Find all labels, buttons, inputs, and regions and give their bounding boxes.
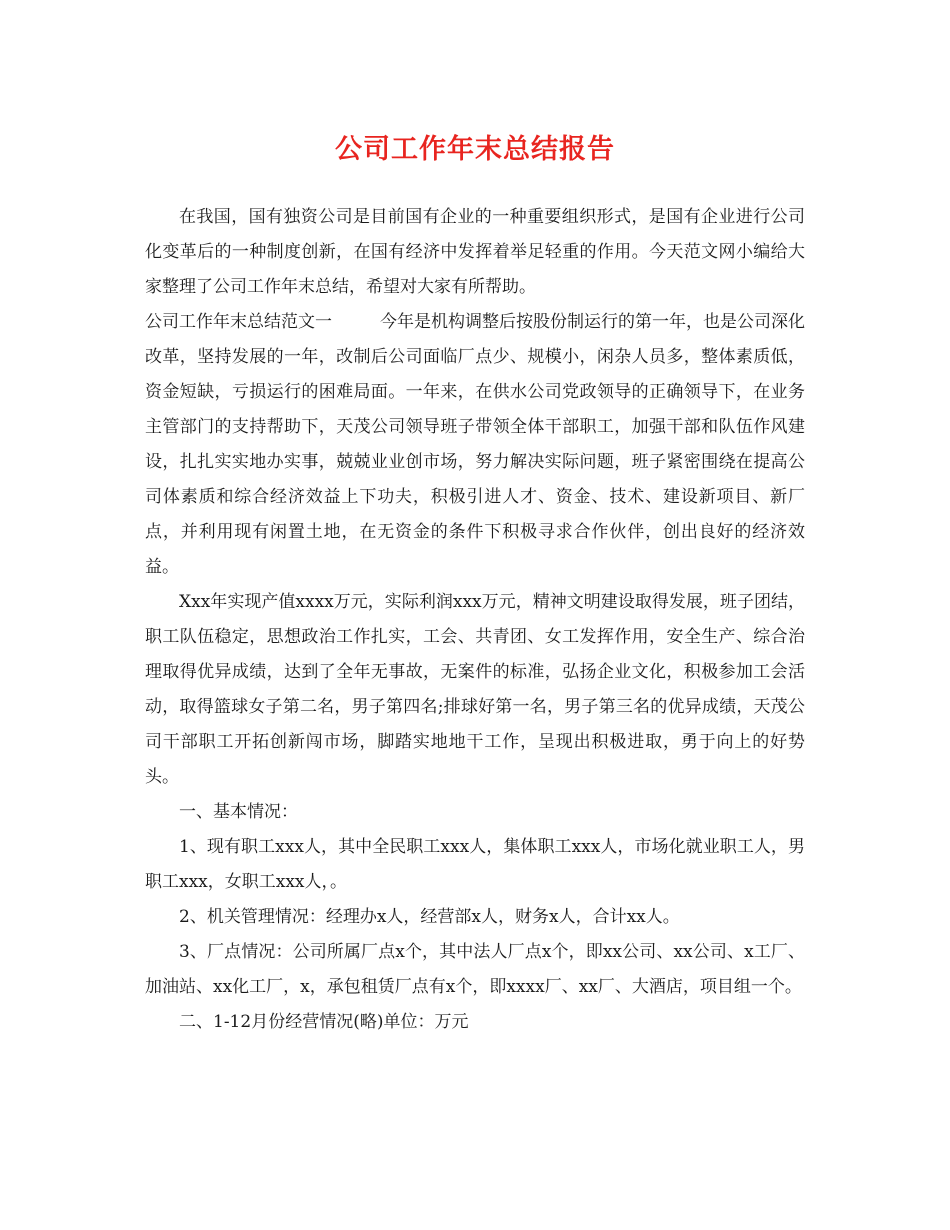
sample-paragraph (145, 305, 805, 585)
paragraph-one: 今年是机构调整后按股份制运行的第一年，也是公司深化改革，坚持发展的一年，改制后公司面临厂点少、规模小，闲杂人员多，整体素质低，资金短缺，亏损运行的困难局面。一年来，在供水公司党政领导的正确领导下，在业务主管部门的支持帮助下，天茂公司领导班子带领全体干部职工，加强干部和队伍作风建设，扎扎实实地办实事，兢兢业业创市场，努力解决实际问题，班子紧密围绕在提高公司体素质和综合经济效益上下功夫，积极引进人才、资金、技术、建设新项目、新厂点，并利用现有闲置土地，在无资金的条件下积极寻求合作伙伴，创出良好的经济效益。 (145, 312, 805, 577)
item-one: 1、现有职工xxx人，其中全民职工xxx人，集体职工xxx人，市场化就业职工人，男职工xxx，女职工xxx人，。 (145, 837, 805, 892)
document-title: 公司工作年末总结报告 (335, 134, 615, 165)
sample-heading: 公司工作年末总结范文一 (145, 312, 332, 332)
document-body (145, 200, 805, 1040)
item-two: 2、机关管理情况：经理办x人，经营部x人，财务x人，合计xx人。 (179, 907, 680, 927)
section-two-heading: 二、1-12月份经营情况(略)单位：万元 (179, 1012, 469, 1032)
section-one-heading: 一、基本情况： (179, 802, 298, 822)
intro-paragraph: 在我国，国有独资公司是目前国有企业的一种重要组织形式，是国有企业进行公司化变革后的一种制度创新，在国有经济中发挥着举足轻重的作用。今天范文网小编给大家整理了公司工作年末总结，希望对大家有所帮助。 (145, 207, 805, 297)
item-three: 3、厂点情况：公司所属厂点x个，其中法人厂点x个，即xx公司、xx公司、x工厂、加油站、xx化工厂，x，承包租赁厂点有x个，即xxxx厂、xx厂、大酒店，项目组一个。 (145, 942, 805, 997)
paragraph-two: Xxx年实现产值xxxx万元，实际利润xxx万元，精神文明建设取得发展，班子团结，职工队伍稳定，思想政治工作扎实，工会、共青团、女工发挥作用，安全生产、综合治理取得优异成绩，达到了全年无事故，无案件的标准，弘扬企业文化，积极参加工会活动，取得篮球女子第二名，男子第四名;排球好第一名，男子第三名的优异成绩，天茂公司干部职工开拓创新闯市场，脚踏实地地干工作，呈现出积极进取，勇于向上的好势头。 (145, 592, 805, 787)
